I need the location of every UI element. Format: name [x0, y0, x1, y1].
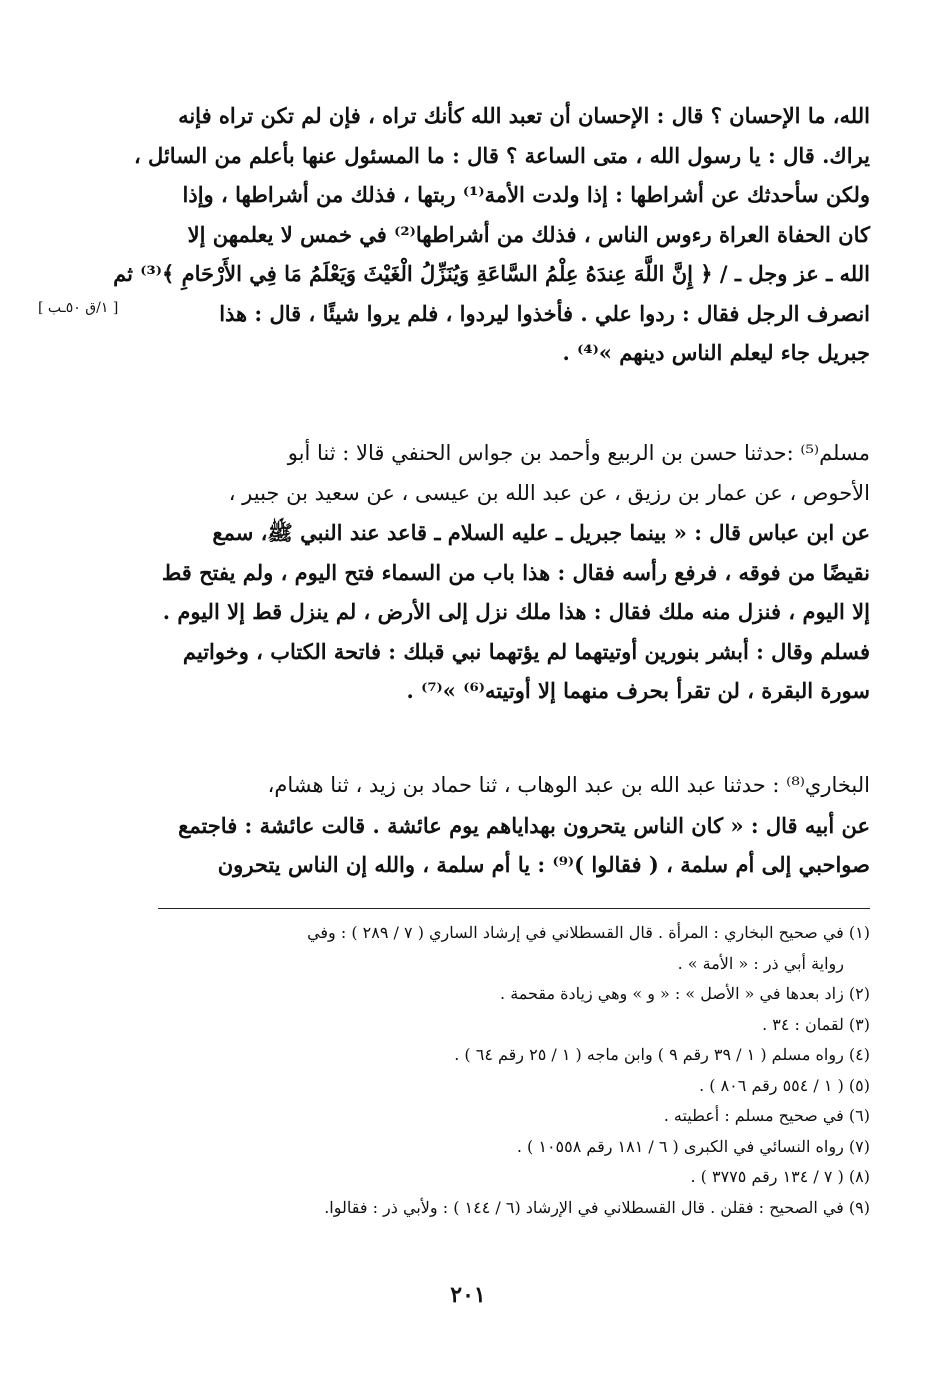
text-line: كان الحفاة العراة رءوس الناس ، فذلك من أشراطها⁽²⁾ في خمس لا يعلمهن إلا — [187, 221, 870, 247]
text-line: جبريل جاء ليعلم الناس دينهم »⁽⁴⁾ . — [562, 340, 870, 365]
text-line: عن أبيه قال : « كان الناس يتحرون بهداياهم يوم عائشة . قالت عائشة : فاجتمع — [178, 812, 870, 838]
footnote-line: (٣) لقمان : ٣٤ . — [762, 1014, 870, 1034]
footnote-line: (٩) في الصحيح : فقلن . قال القسطلاني في الإرشاد (٦ / ١٤٤ ) : ولأبي ذر : فقالوا. — [324, 1197, 870, 1217]
footnote-separator — [158, 908, 870, 909]
footnote-line: (٢) زاد بعدها في « الأصل » : « و » وهي زيادة مقحمة . — [500, 984, 870, 1003]
manuscript-folio-marker: [ ١/ق ٥٠ـب ] — [38, 300, 119, 316]
text-line: عن ابن عباس قال : « بينما جبريل ـ عليه السلام ـ قاعد عند النبي ﷺ، سمع — [212, 520, 870, 545]
main-text-block-3 — [158, 766, 870, 885]
text-line: ولكن سأحدثك عن أشراطها : إذا ولدت الأمة⁽¹⁾ ربتها ، فذلك من أشراطها ، وإذا — [182, 182, 870, 207]
footnotes — [158, 918, 870, 1223]
text-line: يراك. قال : يا رسول الله ، متى الساعة ؟ قال : ما المسئول عنها بأعلم من السائل ، — [133, 142, 870, 168]
text-line: مسلم⁽⁵⁾ :حدثنا حسن بن الربيع وأحمد بن جواس الحنفي قالا : ثنا أبو — [287, 441, 870, 465]
footnote-line: (٥) ( ١ / ٥٥٤ رقم ٨٠٦ ) . — [699, 1075, 870, 1095]
text-line: فسلم وقال : أبشر بنورين أوتيتهما لم يؤتهما نبي قبلك : فاتحة الكتاب ، وخواتيم — [182, 638, 870, 664]
text-line: البخاري⁽⁸⁾ : حدثنا عبد الله بن عبد الوهاب ، ثنا حماد بن زيد ، ثنا هشام، — [267, 773, 870, 797]
text-line: صواحبي إلى أم سلمة ، ( فقالوا )⁽⁹⁾ : يا أم سلمة ، والله إن الناس يتحرون — [217, 852, 870, 877]
text-line: نقيضًا من فوقه ، فرفع رأسه فقال : هذا باب من السماء فتح اليوم ، ولم يفتح قط — [161, 559, 870, 585]
text-line: إلا اليوم ، فنزل منه ملك فقال : هذا ملك نزل إلى الأرض ، لم ينزل قط إلا اليوم . — [162, 599, 870, 624]
text-line: الله ـ عز وجل ـ / ﴿ إِنَّ اللَّهَ عِندَهُ عِلْمُ السَّاعَةِ وَيُنَزِّلُ الْغَيْثَ وَيَعْلَمُ مَا فِي الأَرْحَامِ ﴾⁽³⁾ ثم — [113, 261, 870, 286]
page-number: ٢٠١ — [450, 1282, 486, 1308]
footnote-line: (٧) رواه النسائي في الكبرى ( ٦ / ١٨١ رقم ١٠٥٥٨ ) . — [516, 1136, 870, 1156]
text-line: الأحوص ، عن عمار بن رزيق ، عن عبد الله بن عيسى ، عن سعيد بن جبير ، — [228, 480, 870, 505]
text-line: الله، ما الإحسان ؟ قال : الإحسان أن تعبد الله كأنك تراه ، فإن لم تكن تراه فإنه — [178, 103, 870, 128]
footnote-line: (٤) رواه مسلم ( ١ / ٣٩ رقم ٩ ) وابن ماجه ( ١ / ٢٥ رقم ٦٤ ) . — [454, 1045, 870, 1064]
main-text-block-1 — [113, 96, 870, 373]
footnote-line: (١) في صحيح البخاري : المرأة . قال القسطلاني في إرشاد الساري ( ٧ / ٢٨٩ ) : وفي — [307, 923, 870, 942]
footnote-line: (٨) ( ٧ / ١٣٤ رقم ٣٧٧٥ ) . — [690, 1167, 870, 1186]
main-text-block-2 — [158, 434, 870, 711]
footnote-line: رواية أبي ذر : « الأمة » . — [677, 953, 844, 973]
footnote-line: (٦) في صحيح مسلم : أعطيته . — [663, 1106, 870, 1125]
text-line: سورة البقرة ، لن تقرأ بحرف منهما إلا أوتيته⁽⁶⁾ »⁽⁷⁾ . — [406, 678, 870, 703]
text-line: انصرف الرجل فقال : ردوا علي . فأخذوا ليردوا ، فلم يروا شيئًا ، قال : هذا — [219, 300, 870, 326]
